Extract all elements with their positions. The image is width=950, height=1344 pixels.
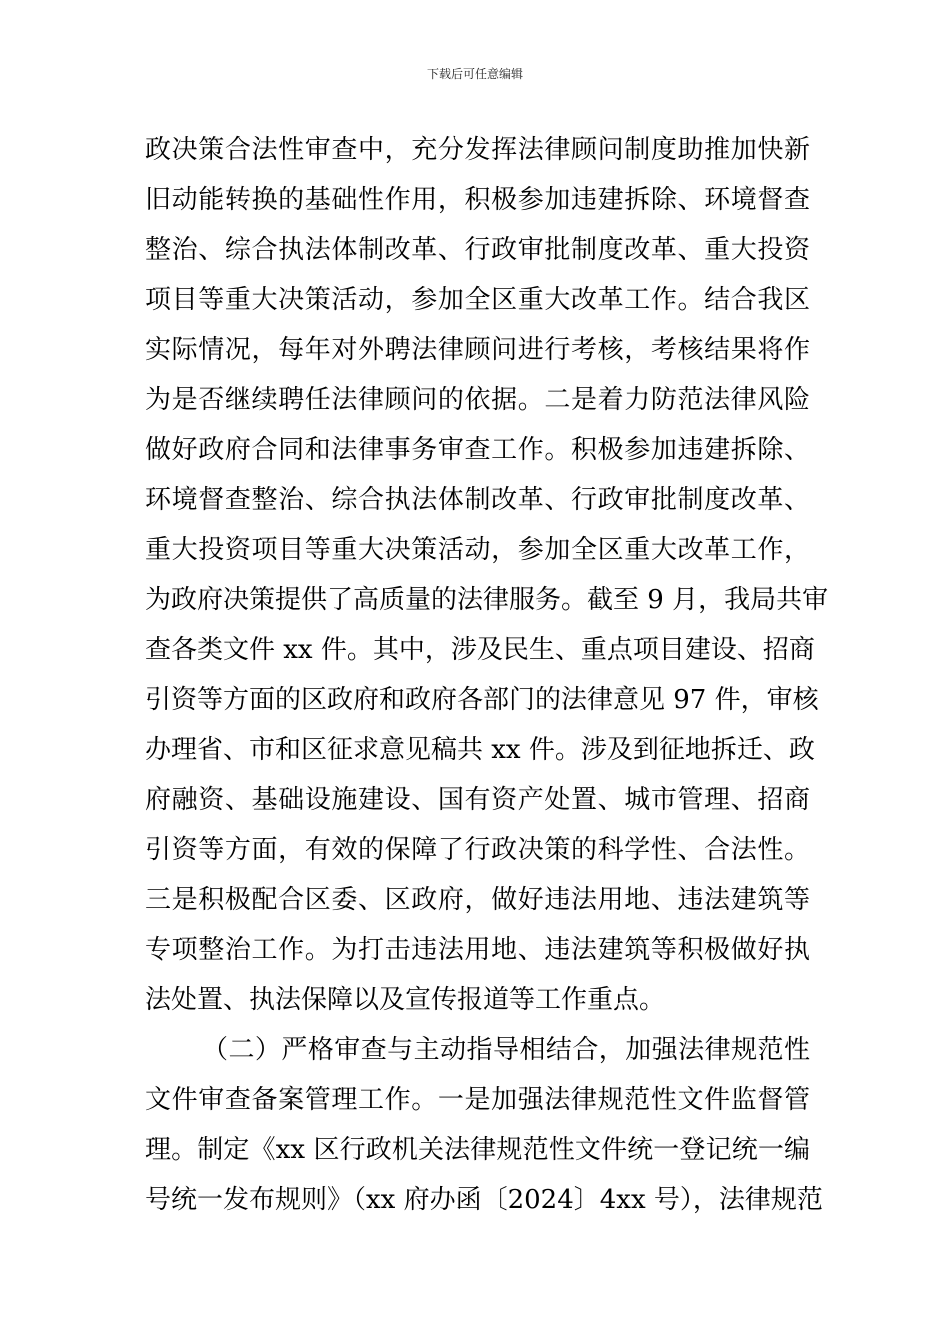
text-line: 为是否继续聘任法律顾问的依据。二是着力防范法律风险	[145, 385, 810, 415]
text-line: 专项整治工作。为打击违法用地、违法建筑等积极做好执	[145, 935, 810, 965]
text-line: 查各类文件 xx 件。其中，涉及民生、重点项目建设、招商	[145, 635, 815, 665]
text-line: 实际情况，每年对外聘法律顾问进行考核，考核结果将作	[145, 335, 810, 365]
text-line: 办理省、市和区征求意见稿共 xx 件。涉及到征地拆迁、政	[145, 735, 815, 765]
page-header: 下载后可任意编辑	[426, 67, 523, 81]
paragraph-1	[145, 125, 829, 1025]
text-line: 文件审查备案管理工作。一是加强法律规范性文件监督管	[145, 1085, 810, 1115]
document-body	[145, 125, 829, 1225]
text-line: 理。制定《xx 区行政机关法律规范性文件统一登记统一编	[145, 1135, 810, 1165]
text-line: 府融资、基础设施建设、国有资产处置、城市管理、招商	[145, 785, 810, 815]
text-line: 项目等重大决策活动，参加全区重大改革工作。结合我区	[145, 285, 810, 315]
text-line: 旧动能转换的基础性作用，积极参加违建拆除、环境督查	[145, 185, 810, 215]
text-line: 号统一发布规则》（xx 府办函〔2024〕4xx 号），法律规范	[145, 1185, 823, 1215]
text-line: 引资等方面的区政府和政府各部门的法律意见 97 件，审核	[145, 685, 819, 715]
paragraph-2	[145, 1025, 823, 1225]
text-line: 政决策合法性审查中，充分发挥法律顾问制度助推加快新	[145, 135, 810, 165]
text-line: 重大投资项目等重大决策活动，参加全区重大改革工作，	[145, 535, 810, 565]
text-line: 法处置、执法保障以及宣传报道等工作重点。	[145, 985, 666, 1015]
text-line: 做好政府合同和法律事务审查工作。积极参加违建拆除、	[145, 435, 810, 465]
text-line: 引资等方面，有效的保障了行政决策的科学性、合法性。	[145, 835, 810, 865]
text-line: 整治、综合执法体制改革、行政审批制度改革、重大投资	[145, 235, 810, 265]
text-line: 三是积极配合区委、区政府，做好违法用地、违法建筑等	[145, 885, 810, 915]
text-line: 为政府决策提供了高质量的法律服务。截至 9 月，我局共审	[145, 585, 829, 615]
text-line: 环境督查整治、综合执法体制改革、行政审批制度改革、	[145, 485, 810, 515]
text-line: （二）严格审查与主动指导相结合，加强法律规范性	[202, 1035, 810, 1065]
